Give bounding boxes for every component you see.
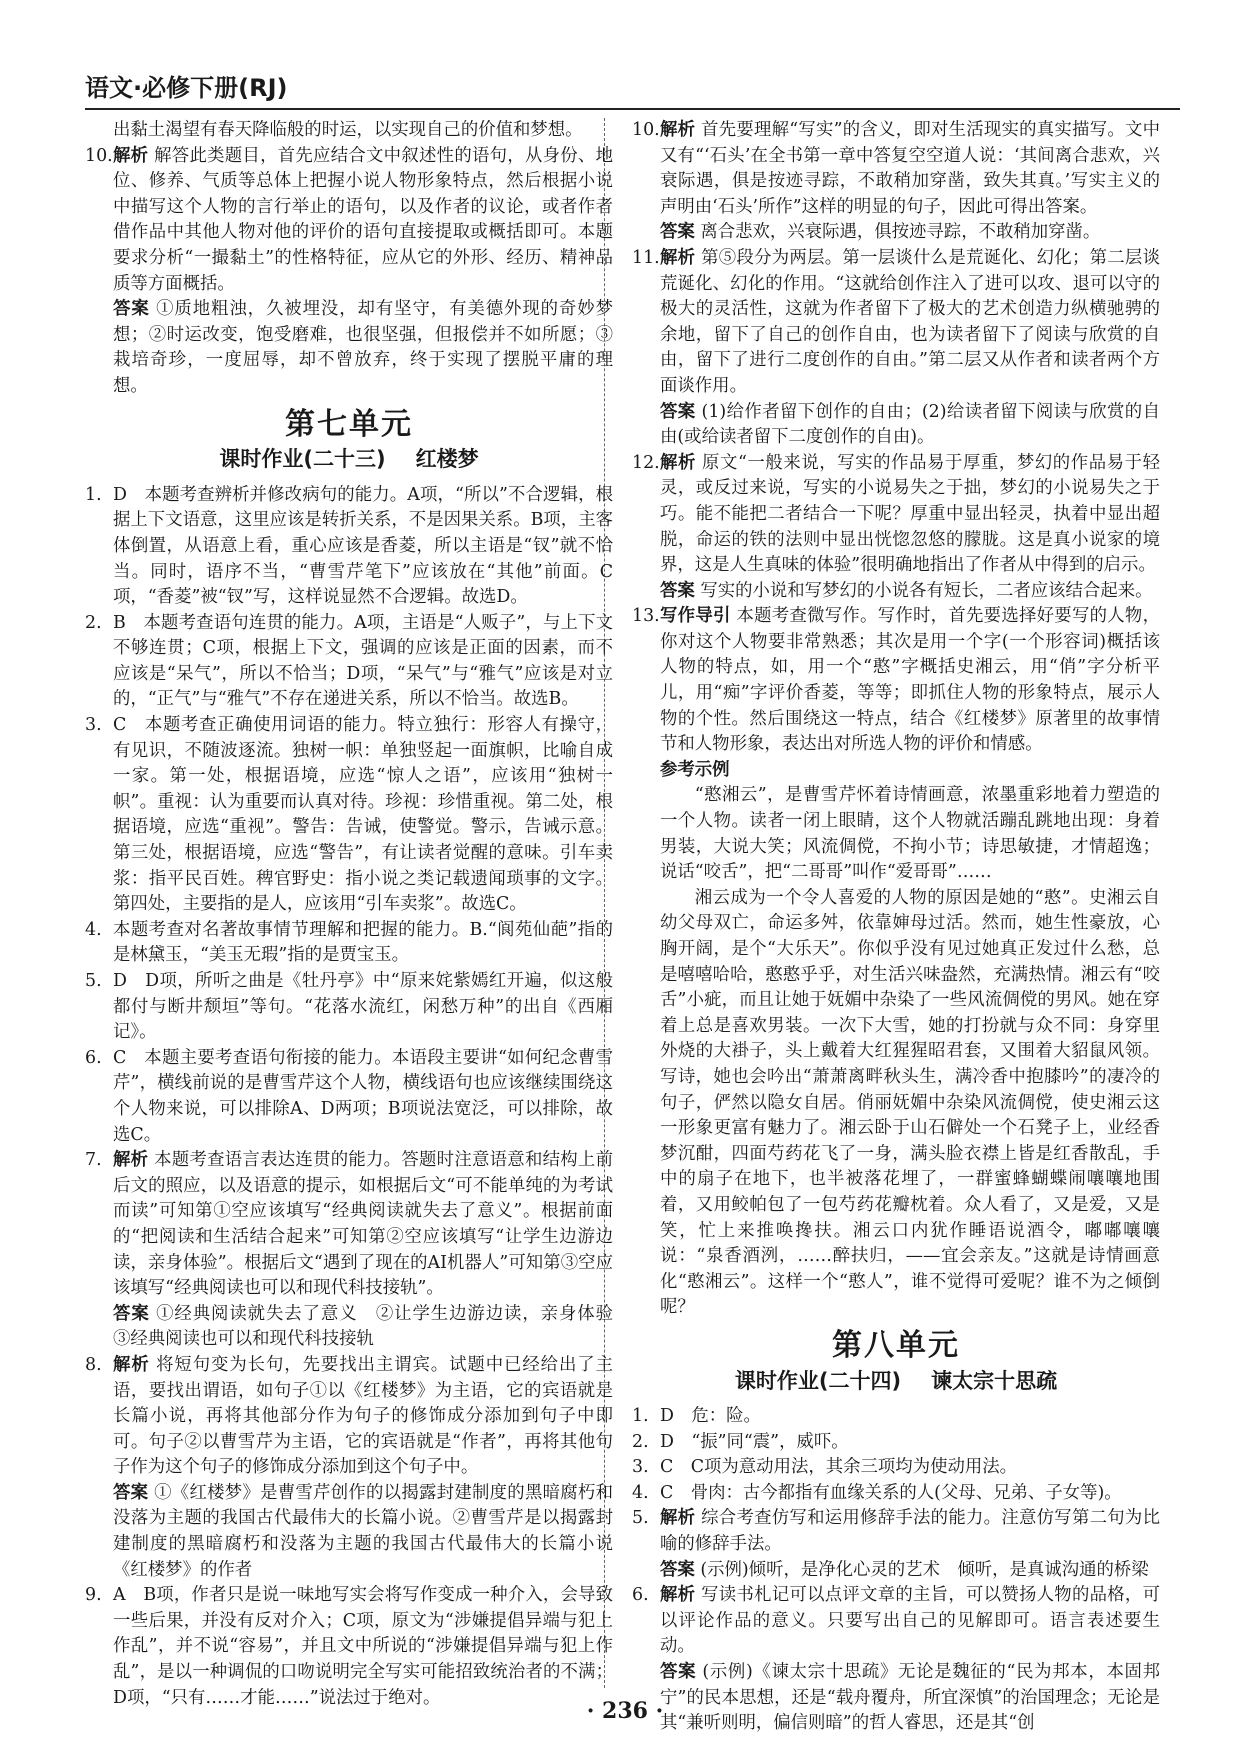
question-number: 3. xyxy=(632,1457,649,1478)
analysis-text: 解答此类题目，首先应结合文中叙述性的语句，从身份、地位、修养、气质等总体上把握小说人物形象特点，然后根据小说中描写这个人物的言行举止的语句，以及作者的议论，或者作者借作品中其他人物对他的评价的语句直接提取或概括即可。本题要求分析“一撮黏土”的性格特征，应从它的外形、经历、精神品质等方面概括。 xyxy=(113,145,613,294)
lesson-24-number: 课时作业(二十四) xyxy=(734,1368,902,1393)
question-number: 8. xyxy=(85,1354,102,1375)
analysis-label: 解析 xyxy=(113,1150,149,1171)
question-13-guide xyxy=(632,604,1160,758)
lesson-24-question-3 xyxy=(632,1455,1160,1481)
analysis-text: 首先要理解“写实”的含义，即对生活现实的真实描写。文中又有“‘石头’在全书第一章中答复空空道人说：‘其间离合悲欢，兴衰际遇，俱是按迹寻踪，不敢稍加穿凿，致失其真。’写实主义的声明由‘石头’所作”这样的明显的句子，因此可得出答案。 xyxy=(660,120,1160,217)
question-number: 10. xyxy=(85,145,113,166)
right-column xyxy=(632,118,1160,1737)
unit-7-heading: 第七单元 xyxy=(285,406,413,442)
lesson-23-title: 红楼梦 xyxy=(415,447,479,472)
writing-guide-text: 本题考查微写作。写作时，首先要选择好要写的人物，你对这个人物要非常熟悉；其次是用一个字(一个形容词)概括该人物的特点，如，用一个“憨”字概括史湘云，用“俏”字分析平儿，用“痴”字评价香菱，等等；即抓住人物的形象特点，展示人物的个性。然后围绕这一特点，结合《红楼梦》原著里的故事情节和人物形象，表达出对所选人物的评价和情感。 xyxy=(660,606,1160,755)
answer-text: ①质地粗浊，久被埋没，却有坚守，有美德外现的奇妙梦想；②时运改变，饱受磨难，也很坚强，但报偿并不如所愿；③栽培奇珍，一度屈辱，却不曾放弃，终于实现了摆脱平庸的理想。 xyxy=(113,299,613,396)
question-11-analysis xyxy=(632,246,1160,400)
unit-8-heading: 第八单元 xyxy=(832,1327,960,1363)
question-12-analysis xyxy=(632,451,1160,579)
question-number: 13. xyxy=(632,606,660,627)
question-5 xyxy=(85,969,613,1046)
question-2 xyxy=(85,611,613,713)
continued-answer xyxy=(85,118,613,144)
question-number: 1. xyxy=(85,484,102,505)
question-4 xyxy=(85,918,613,969)
analysis-text: 第⑤段分为两层。第一层谈什么是荒诞化、幻化；第二层谈荒诞化、幻化的作用。“这就给创作注入了进可以攻、退可以守的极大的灵活性，这就为作者留下了极大的艺术创造力纵横驰骋的余地，留下了自己的创作自由，也为读者留下了阅读与欣赏的自由，留下了进行二度创作的自由。”第二层又从作者和读者两个方面谈作用。 xyxy=(660,247,1160,396)
analysis-label: 解析 xyxy=(660,120,696,140)
question-number: 7. xyxy=(85,1150,102,1171)
question-number: 6. xyxy=(632,1585,649,1606)
header-rule xyxy=(85,108,1180,110)
writing-guide-label: 写作导引 xyxy=(660,606,731,627)
lesson-24-question-5-answer xyxy=(632,1558,1160,1584)
answer-text: (示例)倾听，是净化心灵的艺术 倾听，是真诚沟通的桥梁 xyxy=(700,1559,1149,1580)
answer-text: 写实的小说和写梦幻的小说各有短长，二者应该结合起来。 xyxy=(700,580,1153,601)
question-text: D 本题考查辨析并修改病句的能力。A项，“所以”不合逻辑，根据上下文语意，这里应该是转折关系，不是因果关系。B项，主客体倒置，从语意上看，重心应该是香菱，所以主语是“钗”就不恰当。同时，语序不当，“曹雪芹笔下”应该放在“其他”前面。C项，“香菱”被“钗”写，这样说显然不合逻辑。故选D。 xyxy=(113,484,613,608)
answer-label: 答案 xyxy=(660,580,695,601)
page-number: · 236 · xyxy=(586,1698,664,1724)
question-3 xyxy=(85,713,613,918)
answer-label: 答案 xyxy=(113,1482,149,1503)
analysis-text: 综合考查仿写和运用修辞手法的能力。注意仿写第二句为比喻的修辞手法。 xyxy=(660,1508,1160,1555)
question-text: C C项为意动用法，其余三项均为使动用法。 xyxy=(660,1457,1018,1478)
answer-label: 答案 xyxy=(113,1303,150,1324)
answer-text: 离合悲欢，兴衰际遇，俱按迹寻踪，不敢稍加穿凿。 xyxy=(700,222,1101,243)
reference-example-label: 参考示例 xyxy=(660,759,730,780)
question-number: 4. xyxy=(85,919,102,940)
question-text: D D项，所听之曲是《牡丹亭》中“原来姹紫嫣红开遍，似这般都付与断井颓垣”等句。“花落水流红，闲愁万种”的出自《西厢记》。 xyxy=(113,971,613,1043)
answer-label: 答案 xyxy=(660,401,696,422)
lesson-24-question-6-analysis xyxy=(632,1583,1160,1660)
analysis-text: 本题考查语言表达连贯的能力。答题时注意语意和结构上前后文的照应，以及语意的提示，如根据后文“可不能单纯的为考试而读”可知第①空应该填写“经典阅读就失去了意义”。根据前面的“把阅读和生活结合起来”可知第②空应该填写“让学生边游边读，亲身体验”。根据后文“遇到了现在的AI机器人”可知第③空应该填写“经典阅读也可以和现代科技接轨”。 xyxy=(113,1150,613,1299)
analysis-label: 解析 xyxy=(113,1354,150,1375)
question-12-answer xyxy=(632,579,1160,605)
question-number: 10. xyxy=(632,120,660,140)
question-text: B 本题考查语句连贯的能力。A项，主语是“人贩子”，与上下文不够连贯；C项，根据上下文，强调的应该是正面的因素，而不应该是“呆气”，所以不恰当；D项，“呆气”与“雅气”应该是对立的，“正气”与“雅气”不存在递进关系，所以不恰当。故选B。 xyxy=(113,612,613,710)
question-number: 6. xyxy=(85,1047,102,1068)
question-number: 2. xyxy=(632,1431,649,1452)
question-8-answer xyxy=(85,1481,613,1583)
question-11-answer xyxy=(632,400,1160,451)
question-text: 本题考查对名著故事情节理解和把握的能力。B.“阆苑仙葩”指的是林黛玉，“美玉无瑕”指的是贾宝玉。 xyxy=(113,919,613,966)
answer-text: (1)给作者留下创作的自由；(2)给读者留下阅读与欣赏的自由(或给读者留下二度创作的自由)。 xyxy=(660,401,1160,448)
question-text: C 本题主要考查语句衔接的能力。本语段主要讲“如何纪念曹雪芹”，横线前说的是曹雪芹这个人物，横线语句也应该继续围绕这个人物来说，可以排除A、D两项；B项说法宽泛，可以排除，故选C。 xyxy=(113,1047,613,1145)
question-1 xyxy=(85,483,613,611)
question-text: C 本题考查正确使用词语的能力。特立独行：形容人有操守，有见识，不随波逐流。独树一帜：单独竖起一面旗帜，比喻自成一家。第一处，根据语境，应选“惊人之语”，应该用“独树一帜”。重视：认为重要而认真对待。珍视：珍惜重视。第二处，根据语境，应选“重视”。警告：告诫，使警觉。警示，告诫示意。第三处，根据语境，应选“警告”，有让读者觉醒的意味。引车卖浆：指平民百姓。稗官野史：指小说之类记载遗闻琐事的文字。第四处，主要指的是人，应该用“引车卖浆”。故选C。 xyxy=(113,715,613,915)
question-text: A B项，作者只是说一味地写实会将写作变成一种介入，会导致一些后果，并没有反对介入；C项，原文为“涉嫌提倡异端与犯上作乱”，并不说“容易”，并且文中所说的“涉嫌提倡异端与犯上作乱”，是以一种调侃的口吻说明完全写实可能招致统治者的不满；D项，“只有……才能……”说法过于绝对。 xyxy=(113,1585,613,1708)
question-10-answer xyxy=(632,220,1160,246)
question-7-answer xyxy=(85,1302,631,1353)
analysis-label: 解析 xyxy=(660,452,696,473)
question-7-analysis xyxy=(85,1148,613,1302)
answer-label: 答案 xyxy=(660,1662,697,1683)
question-number: 4. xyxy=(632,1482,649,1503)
continued-answer-text: 出黏土渴望有春天降临般的时运，以实现自己的价值和梦想。 xyxy=(113,120,583,140)
running-header: 语文·必修下册(RJ) xyxy=(85,74,288,102)
answer-text: ①经典阅读就失去了意义 ②让学生边游边读，亲身体验 ③经典阅读也可以和现代科技接轨 xyxy=(113,1303,631,1350)
lesson-24-question-1 xyxy=(632,1404,1160,1430)
lesson-24-heading xyxy=(632,1369,1160,1395)
answer-label: 答案 xyxy=(660,1559,695,1580)
question-9 xyxy=(85,1583,613,1711)
answer-label: 答案 xyxy=(660,222,695,243)
question-number: 11. xyxy=(632,247,660,268)
question-number: 1. xyxy=(632,1406,649,1427)
question-number: 2. xyxy=(85,612,102,633)
analysis-label: 解析 xyxy=(660,1585,696,1606)
question-10-analysis xyxy=(85,144,613,298)
analysis-label: 解析 xyxy=(660,247,696,268)
lesson-24-question-5-analysis xyxy=(632,1506,1160,1557)
lesson-23-number: 课时作业(二十三) xyxy=(219,447,386,472)
question-number: 9. xyxy=(85,1585,102,1606)
question-number: 3. xyxy=(85,715,102,736)
question-number: 5. xyxy=(632,1508,649,1529)
analysis-label: 解析 xyxy=(113,145,149,166)
answer-label: 答案 xyxy=(113,299,150,320)
reference-essay-paragraph-1: “憨湘云”，是曹雪芹怀着诗情画意，浓墨重彩地着力塑造的一个人物。读者一闭上眼睛，这个人物就活蹦乱跳地出现：身着男装，大说大笑；风流倜傥，不拘小节；诗思敏捷，才情超逸；说话“咬舌”，把“二哥哥”叫作“爱哥哥”…… xyxy=(660,785,1160,883)
lesson-24-question-2 xyxy=(632,1430,1160,1456)
lesson-23-heading xyxy=(85,447,613,473)
answer-text: ①《红楼梦》是曹雪芹创作的以揭露封建制度的黑暗腐朽和没落为主题的我国古代最伟大的长篇小说。②曹雪芹是以揭露封建制度的黑暗腐朽和没落为主题的我国古代最伟大的长篇小说《红楼梦》的作者 xyxy=(113,1482,613,1580)
question-text: D 危：险。 xyxy=(660,1406,761,1427)
question-10-answer xyxy=(85,297,613,399)
reference-essay-paragraph-2: 湘云成为一个令人喜爱的人物的原因是她的“憨”。史湘云自幼父母双亡，命运多舛，依靠婶母过活。然而，她生性豪放，心胸开阔，是个“大乐天”。你似乎没有见过她真正发过什么愁，总是嘻嘻哈哈，憨憨乎乎，对生活兴味盎然，充满热情。湘云有“咬舌”小疵，而且让她于妩媚中杂染了一些风流倜傥的男风。她在穿着上总是喜欢男装。一次下大雪，她的打扮就与众不同：身穿里外烧的大褂子，头上戴着大红猩猩昭君套，又围着大貂鼠风领。写诗，她也会吟出“萧萧离畔秋头生，满冷香中抱膝吟”的凄冷的句子，俨然以隐女自居。俏丽妩媚中杂染风流倜傥，使史湘云这一形象更富有魅力了。湘云卧于山石僻处一个石凳子上，业经香梦沉酣，四面芍药花飞了一身，满头脸衣襟上皆是红香散乱，手中的扇子在地下，也半被落花埋了，一群蜜蜂蝴蝶闹嚷嚷地围着，又用鲛帕包了一包芍药花瓣枕着。众人看了，又是爱，又是笑，忙上来推唤搀扶。湘云口内犹作睡语说酒令，嘟嘟嚷嚷说：“泉香酒洌，……醉扶归，——宜会亲友。”这就是诗情画意化“憨湘云”。这样一个“憨人”，谁不觉得可爱呢？谁不为之倾倒呢？ xyxy=(660,887,1160,1318)
lesson-24-question-4 xyxy=(632,1481,1160,1507)
question-8-analysis xyxy=(85,1353,613,1481)
analysis-text: 原文“一般来说，写实的作品易于厚重，梦幻的作品易于轻灵，或反过来说，写实的小说易失之于拙，梦幻的小说易失之于巧。能不能把二者结合一下呢？厚重中显出轻灵，执着中显出超脱，命运的铁的法则中显出恍惚忽悠的朦胧。这是真小说家的境界，这是人生真味的体验”很明确地指出了作者从中得到的启示。 xyxy=(660,452,1160,576)
analysis-label: 解析 xyxy=(660,1508,696,1529)
question-text: C 骨肉：古今都指有血缘关系的人(父母、兄弟、子女等)。 xyxy=(660,1482,1122,1503)
question-6 xyxy=(85,1046,613,1148)
reference-example-heading xyxy=(632,758,1160,784)
left-column xyxy=(85,118,631,1711)
answer-text: (示例)《谏太宗十思疏》无论是魏征的“民为邦本，本固邦宁”的民本思想，还是“载舟覆舟，所宜深慎”的治国理念；无论是其“兼听则明，偏信则暗”的哲人睿思，还是其“创 xyxy=(660,1662,1160,1734)
analysis-text: 将短句变为长句，先要找出主谓宾。试题中已经给出了主语，要找出谓语，如句子①以《红楼梦》为主语，它的宾语就是长篇小说，再将其他部分作为句子的修饰成分添加到句子中即可。句子②以曹雪芹为主语，它的宾语就是“作者”，再将其他句子作为这个句子的修饰成分添加到这个句子中。 xyxy=(113,1354,613,1478)
question-10-analysis xyxy=(632,118,1160,220)
lesson-24-title: 谏太宗十思疏 xyxy=(931,1368,1058,1393)
analysis-text: 写读书札记可以点评文章的主旨，可以赞扬人物的品格，可以评论作品的意义。只要写出自己的见解即可。语言表述要生动。 xyxy=(660,1585,1160,1657)
question-text: D “振”同“震”，威吓。 xyxy=(660,1431,849,1452)
question-number: 5. xyxy=(85,971,102,991)
question-number: 12. xyxy=(632,452,660,473)
